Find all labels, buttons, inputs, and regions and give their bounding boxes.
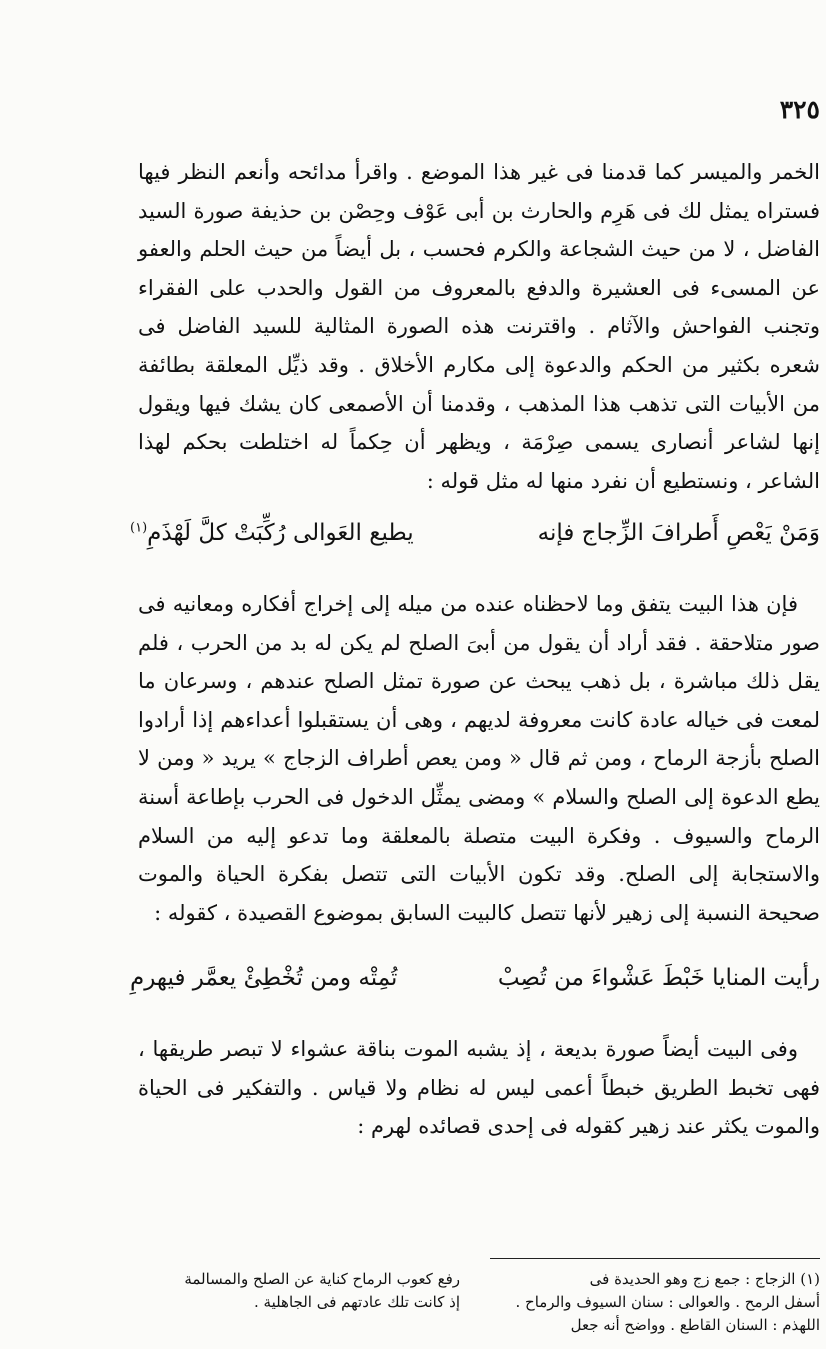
verse-1 [130,520,820,560]
paragraph-1: الخمر والميسر كما قدمنا فى غير هذا الموضع . واقرأ مدائحه وأنعم النظر فيها فستراه يمثل لك فى هَرِم والحارث بن أبى عَوْف وحِصْن بن حذيفة صورة السيد الفاضل ، لا من حيث الشجاعة والكرم فحسب ، بل أيضاً من حيث الحلم والعفو عن المسىء فى العشيرة والدفع بالمعروف من القول والحدب على الفقراء وتجنب الفواحش والآثام . واقترنت هذه الصورة المثالية للسيد الفاضل فى شعره بكثير من الحكم والدعوة إلى مكارم الأخلاق . وقد ذيِّل المعلقة بطائفة من الأبيات التى تذهب هذا المذهب ، وقدمنا أن الأصمعى كان يشك فيها ويقول إنها لشاعر أنصارى يسمى صِرْمَة ، ويظهر أن حِكماً له اختلطت بحكم لهذا الشاعر ، ونستطيع أن نفرد منها له مثل قوله : [138,160,820,493]
verse-1-second-hemistich [130,520,414,546]
footnote-line: اللهذم : السنان القاطع . وواضح أنه جعل [570,1316,820,1334]
footnote-line: (١) الزجاج : جمع زج وهو الحديدة فى [589,1270,820,1288]
footnote-line: إذ كانت تلك عادتهم فى الجاهلية . [253,1293,460,1311]
page-number: ٣٢٥ [779,95,820,124]
footnote-reference-1: (١) [130,520,148,536]
footnote-right-column [485,1268,820,1337]
verse-2 [130,965,820,1005]
footnote-left-column [140,1268,460,1314]
paragraph-2: فإن هذا البيت يتفق وما لاحظناه عنده من ميله إلى إخراج أفكاره ومعانيه فى صور متلاحقة . فقد أراد أن يقول من أبىَ الصلح لم يكن له بد من الحرب ، فلم يقل ذلك مباشرة ، بل ذهب يبحث عن صورة تمثل الصلح عندهم ، وسرعان ما لمعت فى خياله عادة كانت معروفة لديهم ، وهى أن يستقبلوا أعداءهم إذا أرادوا الصلح بأزجة الرماح ، ومن ثم قال « ومن يعص أطراف الزجاج » يريد « ومن لا يطع الدعوة إلى الصلح والسلام » ومضى يمثِّل الدخول فى الحرب بإطاعة أسنة الرماح والسيوف . وفكرة البيت متصلة بالمعلقة وما تدعو إليه من السلام والاستجابة إلى الصلح. وقد تكون الأبيات التى تتصل بفكرة الحياة والموت صحيحة النسبة إلى زهير لأنها تتصل كالبيت السابق بموضوع القصيدة ، كقوله : [138,592,820,925]
footnote-line: أسفل الرمح . والعوالى : سنان السيوف والرماح . [515,1293,820,1311]
verse-1-second-text: يطيع العَوالى رُكِّبَتْ كلَّ لَهْذَمِ [147,520,414,546]
footnote-divider [490,1258,820,1259]
verse-2-first-hemistich: رأيت المنايا خَبْطَ عَشْواءَ من تُصِبْ [497,965,820,991]
verse-2-second-hemistich: تُمِتْه ومن تُخْطِئْ يعمَّر فيهرمِ [130,965,398,991]
footnote-line: رفع كعوب الرماح كناية عن الصلح والمسالمة [184,1270,460,1288]
paragraph-3: وفى البيت أيضاً صورة بديعة ، إذ يشبه الموت بناقة عشواء لا تبصر طريقها ، فهى تخبط الطريق خبطاً أعمى ليس له نظام ولا قياس . والتفكير فى الحياة والموت يكثر عند زهير كقوله فى إحدى قصائده لهرم : [138,1037,820,1139]
verse-1-first-hemistich: وَمَنْ يَعْصِ أَطرافَ الزِّجاج فإنه [537,520,820,546]
